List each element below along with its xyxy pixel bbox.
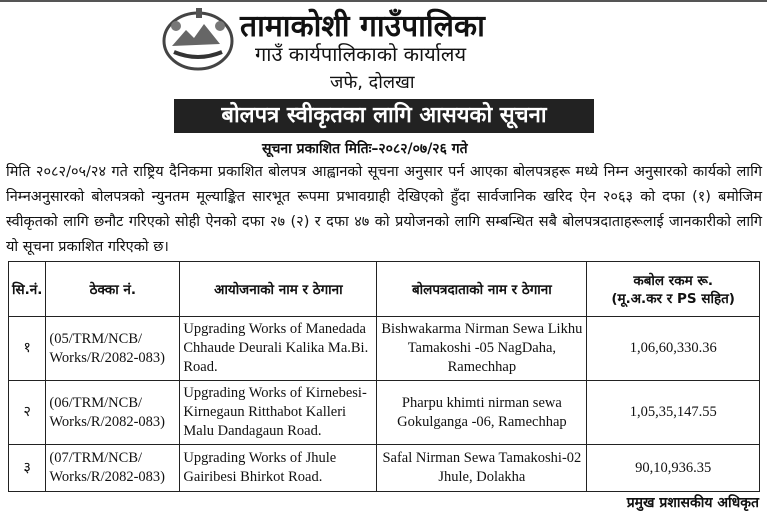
notice-banner: बोलपत्र स्वीकृतका लागि आसयको सूचना [174, 99, 594, 133]
published-date: सूचना प्रकाशित मितिः–२०८२/०७/२६ गते [262, 141, 468, 157]
notice-paragraph: मिति २०८२/०५/२४ गते राष्ट्रिय दैनिकमा प्रकाशित बोलपत्र आह्वानको सूचना अनुसार पर्न आएका बोलपत्रहरू मध्ये निम्न अनुसारको कार्यको लागि निम्नअनुसारको बोलपत्रको न्युनतम मूल्याङ्कित सारभूत रूपमा प्रभावग्राही देखिएको हुँदा सार्वजानिक खरिद ऐन २०६३ को दफा (१) बमोजिम स्वीकृतको लागि छनौट गरिएको सोही ऐनको दफा २७ (२) र दफा ४७ को प्रयोजनको लागि सम्बन्धित सबै बोलपत्रदाताहरूलाई जानकारीको लागि यो सूचना प्रकाशित गरिएको छ। [6, 164, 762, 255]
col-amount-label: कबोल रकम रू. [633, 273, 714, 289]
cell-amount: 90,10,936.35 [587, 445, 760, 492]
municipality-title: तामाकोशी गाउँपालिका [240, 9, 485, 44]
col-amount-note: (मू.अ.कर र PS सहित) [611, 291, 735, 307]
cell-project: Upgrading Works of Jhule Gairibesi Bhirkot Road. [180, 445, 377, 492]
col-project: आयोजनाको नाम र ठेगाना [180, 262, 377, 317]
office-location: जफे, दोलखा [330, 72, 415, 93]
cell-amount: 1,06,60,330.36 [587, 317, 760, 381]
office-subtitle: गाउँ कार्यपालिकाको कार्यालय [255, 42, 467, 66]
col-contract: ठेक्का नं. [46, 262, 180, 317]
signatory: प्रमुख प्रशासकीय अधिकृत [626, 495, 759, 511]
cell-sn: १ [9, 317, 46, 381]
cell-bidder: Pharpu khimti nirman sewa Gokulganga -06, Ramechhap [377, 381, 587, 445]
cell-sn: २ [9, 381, 46, 445]
cell-bidder: Bishwakarma Nirman Sewa Likhu Tamakoshi -05 NagDaha, Ramechhap [377, 317, 587, 381]
cell-bidder: Safal Nirman Sewa Tamakoshi-02 Jhule, Dolakha [377, 445, 587, 492]
bid-table [8, 261, 760, 492]
cell-project: Upgrading Works of Kirnebesi-Kirnegaun Ritthabot Kalleri Malu Dandagaun Road. [180, 381, 377, 445]
cell-contract: (06/TRM/NCB/ Works/R/2082-083) [46, 381, 180, 445]
col-bidder: बोलपत्रदाताको नाम र ठेगाना [377, 262, 587, 317]
col-amount [587, 262, 760, 317]
table-row [9, 381, 760, 445]
table-header-row [9, 262, 760, 317]
cell-contract: (07/TRM/NCB/ Works/R/2082-083) [46, 445, 180, 492]
col-sn: सि.नं. [9, 262, 46, 317]
table-row [9, 317, 760, 381]
cell-contract: (05/TRM/NCB/ Works/R/2082-083) [46, 317, 180, 381]
top-border [0, 0, 767, 2]
cell-project: Upgrading Works of Manedada Chhaude Deurali Kalika Ma.Bi. Road. [180, 317, 377, 381]
cell-amount: 1,05,35,147.55 [587, 381, 760, 445]
table-row [9, 445, 760, 492]
emblem-logo [160, 6, 236, 72]
cell-sn: ३ [9, 445, 46, 492]
